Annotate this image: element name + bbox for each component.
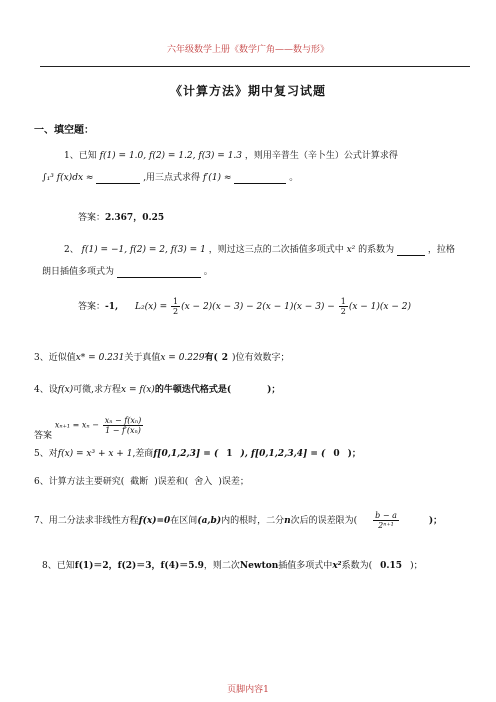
question-4 (34, 384, 280, 396)
q8-middle: ，则二次 (203, 561, 240, 571)
question-7 (34, 508, 442, 534)
header-divider (40, 66, 470, 67)
q5-answer-2: 0 (333, 449, 340, 459)
question-6 (34, 476, 249, 488)
q2-blank-1[interactable] (397, 245, 425, 256)
a2-label: 答案： (78, 302, 106, 312)
q7-interval: (a,b) (197, 516, 222, 526)
q3-approx: x* = 0.231 (75, 353, 125, 363)
q8-end: )； (410, 561, 423, 571)
q3-end: )位有效数字； (232, 353, 290, 363)
page-header: 六年级数学上册《数学广角——数与形》 (166, 45, 329, 55)
q7-text: 7、用二分法求非线性方程 (34, 516, 139, 526)
q8-answer: 0.15 (380, 561, 403, 571)
q8-newton: Newton (239, 561, 279, 571)
q4-tail: 的牛顿迭代格式是( (154, 385, 232, 395)
q8-text: 8、已知 (42, 561, 75, 571)
a2-formula-lhs: L₂(x) = (135, 302, 168, 312)
a4-fraction: $\frac{\text{xₙ − f(xₙ)}}{\text{1 − f′(xₙ)}}$ (104, 415, 142, 435)
q8-tail-2: 系数为( (341, 561, 373, 571)
q2-given: f(1) = −1, f(2) = 2, f(3) = 1 (81, 245, 206, 255)
q8-given: f(1)＝2，f(2)＝3，f(4)＝5.9 (74, 561, 204, 571)
q7-n: n (284, 516, 291, 526)
q2-tail: ，拉格 (427, 245, 455, 255)
a2-part-1: (x − 2)(x − 3) − 2(x − 1)(x − 3) − (181, 302, 335, 312)
question-1-line-2 (42, 172, 298, 184)
a1-value: 2.367，0.25 (105, 213, 165, 223)
q5-function: f(x) = x³ + x + 1 (57, 449, 133, 459)
q1-blank-2[interactable] (234, 173, 286, 184)
q3-middle: 关于真值 (124, 353, 161, 363)
a2-fraction-1: $\frac{1}{2}$ (173, 297, 179, 316)
question-2-line-2 (42, 266, 213, 278)
question-3 (34, 352, 290, 364)
document-title: 《计算方法》期中复习试题 (169, 84, 326, 98)
q4-prefix: 4、设 (34, 385, 58, 395)
q7-middle: 在区间 (170, 516, 198, 526)
q7-equation: f(x)=0 (138, 516, 171, 526)
q2-end: 。 (203, 267, 213, 277)
q1-tail: ,用三点式求得 (143, 173, 201, 183)
q7-end: )； (428, 516, 443, 526)
q3-prefix: 3、近似值 (34, 353, 76, 363)
q2-middle: ，则过这三点的二次插值多项式中 (208, 245, 344, 255)
q6-text: 6、计算方法主要研究( (34, 477, 125, 487)
q4-end: )； (267, 385, 281, 395)
q3-answer: 2 (221, 353, 228, 363)
q2-coef: x² (346, 245, 356, 255)
q4-equation: x = f(x) (121, 385, 155, 395)
a1-label: 答案： (78, 213, 106, 223)
question-1-line-1 (64, 150, 398, 162)
q1-blank-1[interactable] (96, 173, 140, 184)
q1-deriv: f′(1) ≈ (202, 173, 232, 183)
q3-tail: 有( (204, 353, 218, 363)
q5-end: )； (347, 449, 361, 459)
q5-answer-1: 1 (226, 449, 233, 459)
q6-answer-2: 舍入 (194, 477, 213, 487)
q1-prefix: 1、已知 (64, 151, 97, 161)
q6-middle: )误差和( (154, 477, 189, 487)
q5-divided-difference-2: ), f[0,1,2,3,4] = ( (240, 449, 326, 459)
a4-label: 答案 (34, 431, 53, 441)
answer-4 (34, 403, 144, 447)
q7-tail-2: 次后的误差限为( (290, 516, 358, 526)
q7-tail: 内的根时，二分 (221, 516, 285, 526)
q2-line2: 朗日插值多项式为 (42, 267, 115, 277)
section-heading: 一、填空题： (34, 125, 94, 136)
question-8 (42, 560, 423, 572)
q2-after: 的系数为 (358, 245, 395, 255)
q1-integral: ∫₁³ f(x)dx ≈ (42, 173, 94, 183)
a4-lhs: xₙ₊₁ = xₙ − (54, 420, 99, 430)
page-footer: 页脚内容1 (227, 685, 269, 695)
q5-middle: ,差商 (132, 449, 154, 459)
q6-answer-1: 截断 (130, 477, 149, 487)
question-5 (34, 448, 361, 460)
q6-end: )误差； (218, 477, 249, 487)
q5-divided-difference-1: f[0,1,2,3] = ( (153, 449, 219, 459)
q3-true-value: x = 0.229 (160, 353, 205, 363)
q4-middle: 可微,求方程 (73, 385, 122, 395)
a2-fraction-2: $\frac{1}{2}$ (340, 297, 346, 316)
q8-tail: 插值多项式中 (278, 561, 333, 571)
q1-end: 。 (289, 173, 299, 183)
q1-given: f(1) = 1.0, f(2) = 1.2, f(3) = 1.3 (99, 151, 243, 161)
a2-part-2: (x − 1)(x − 2) (348, 302, 411, 312)
q2-blank-2[interactable] (117, 267, 201, 278)
question-2-line-1 (64, 244, 455, 256)
answer-2 (78, 296, 411, 318)
q1-middle: ，则用辛普生（辛卜生）公式计算求得 (244, 151, 398, 161)
q7-answer-fraction: $\frac{b - a}{\text{2ⁿ⁺¹}}$ (375, 511, 397, 530)
q2-prefix: 2、 (64, 245, 79, 255)
q8-x2: x² (332, 561, 342, 571)
answer-1 (78, 212, 164, 224)
q5-prefix: 5、对 (34, 449, 58, 459)
a2-value: -1, (105, 302, 119, 312)
q4-fx: f(x) (57, 385, 74, 395)
